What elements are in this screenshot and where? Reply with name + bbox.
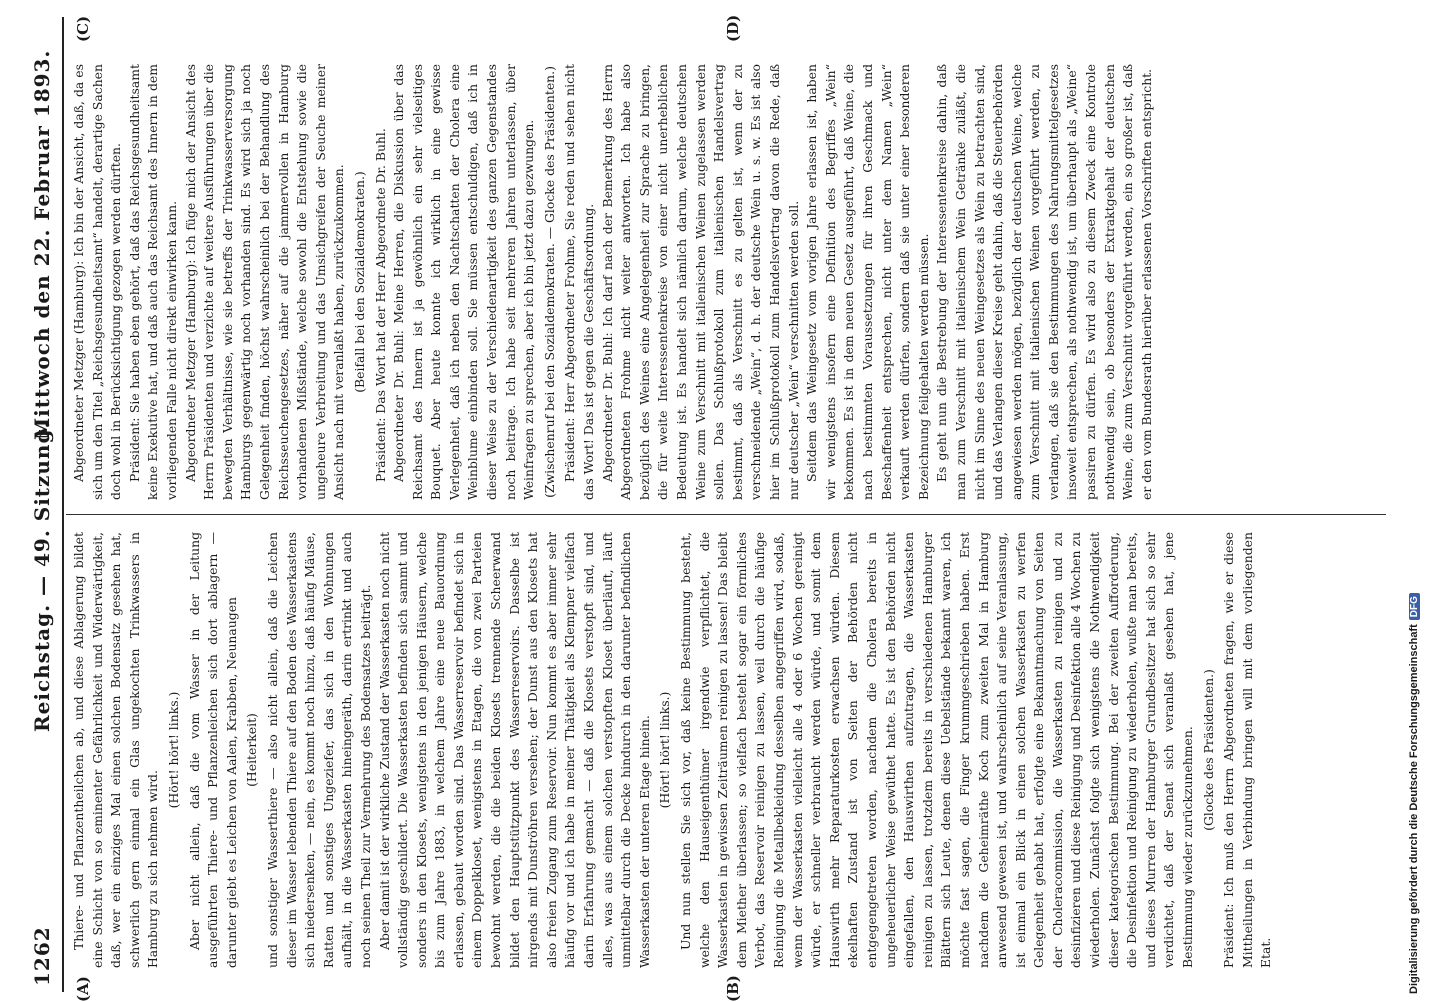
paragraph: Aber damit ist der wirkliche Zustand der Wasserkasten noch nicht vollständig geschildert. Die Wasserkasten befinden sich sammt und sonders in den Klosets, wenigstens in den jenigen Häusern, welche bis zum Jahre 1883, in welchem Jahre eine neue Bauordnung erlassen, gebaut worden sind. Das Wasserreservoir befindet sich in einem Doppelkloset, wenigstens in Etagen, die von zwei Parteien bewohnt werden, die die beiden Klosets trennende Scheerwand bildet den Hauptstützpunkt des Wasserreservoirs. Dasselbe ist nirgends mit Dunströhren versehen; der Dunst aus den Klosets hat also freien Zugang zum Reservoir. Nun kommt es aber immer sehr häufig vor und ich habe in meiner Thätigkeit als Klempner vielfach darin Erfahrung gemacht — daß die Klosets verstopft sind, und alles, was aus einem solchen verstopften Kloset überläuft, läuft unmittelbar durch die Decke hindurch in den darunter befindlichen Wasserkasten der unteren Etage hinein.: [376, 532, 652, 968]
right-text-column: [70, 64, 1370, 500]
page-header: [30, 10, 64, 1000]
stage-direction: (Zwischenruf bei den Sozialdemokraten. — Glocke des Präsidenten.): [541, 66, 557, 498]
session-date: Mittwoch den 22. Februar 1893.: [30, 49, 54, 440]
paragraph: Abgeordneter Metzger (Hamburg): Ich bin der Ansicht, daß, da es sich um den Titel „Reichsgesundheitsamt“ handelt, derartige Sachen doch wohl in Berücksichtigung gezogen werden dürften.: [71, 64, 124, 500]
paragraph: Präsident: Ich muß den Herrn Abgeordneten fragen, wie er diese Mittheilungen in Verbindung bringen will mit dem vorliegenden Etat.: [1221, 532, 1274, 968]
footer-text: Digitalisierung gefördert durch die Deutsche Forschungsgemeinschaft: [1408, 624, 1420, 994]
page-number: 1262: [30, 926, 54, 986]
paragraph: Präsident: Sie haben eben gehört, daß das Reichsgesundheitsamt keine Exekutive hat, und daß auch das Reichsamt des Innern in dem vorliegenden Falle nicht direkt einwirken kann.: [126, 64, 179, 500]
paragraph: Präsident: Das Wort hat der Herr Abgeordnete Dr. Buhl.: [372, 128, 388, 482]
paragraph: Abgeordneter Metzger (Hamburg): Ich füge mich der Ansicht des Herrn Präsidenten und verzichte auf weitere Ausführungen über die bewegten Verhältnisse, wie sie betreffs der Trinkwasserversorgung Hamburgs gegenwärtig noch vorhanden sind. Es wird sich ja noch Gelegenheit finden, höchst wahrscheinlich bei der Behandlung des Reichsseuchengesetzes, näher auf die jammervollen in Hamburg vorhandenen Mißstände, welche sowohl die Entstehung sowie die ungeheure Verbreitung und das Umsichgreifen der Seuche meiner Ansicht nach mit veranlaßt haben, zurückzukommen.: [182, 64, 347, 500]
paragraph: Aber nicht allein, daß die vom Wasser in der Leitung ausgeführten Thiere- und Pflanzenleichen sich dort ablagern — darunter giebt es Leichen von Aalen, Krabben, Neunaugen: [186, 532, 239, 968]
stage-direction: (Hört! hört! links.): [657, 691, 673, 809]
paragraph: Und nun stellen Sie sich vor, daß keine Bestimmung besteht, welche den Hauseigenthümer irgendwie verpflichtet, die Wasserkasten in gewissen Zeiträumen reinigen zu lassen! Das bleibt dem Miether überlassen; so vielfach besteht sogar ein förmliches Verbot, das Reservoir reinigen zu lassen, weil durch die häufige Reinigung die Metallbekleidung desselben angegriffen wird, sodaß, wenn der Wasserkasten vielleicht alle 4 oder 6 Wochen gereinigt würde, er schneller verbraucht werden würde, und somit dem Hauswirth mehr Reparaturkosten erwachsen würden. Diesem ekelhaften Zustand ist von Seiten der Behörden nicht entgegengetreten worden, nachdem die Cholera bereits in ungeheuerlicher Weise gewüthet hatte. Es ist den Behörden nicht eingefallen, den Hauswirthen aufzutragen, die Wasserkasten reinigen zu lassen, trotzdem bereits in verschiedenen Hamburger Blättern sich Leute, denen diese Uebelstände bekannt waren, ich möchte fast sagen, die Finger krummgeschrieben haben. Erst nachdem die Geheimräthe Koch zum zweiten Mal in Hamburg anwesend gewesen ist, und wahrscheinlich auf seine Veranlassung, ist einmal ein Blick in einen solchen Wasserkasten zu werfen Gelegenheit gehabt hat, erfolgte eine Bekanntmachung von Seiten der Choleracommission, die Wasserkasten zu reinigen und zu desinfizieren und diese Reinigung und Desinfektion alle 4 Wochen zu wiederholen. Zunächst folgte sich wenigstens die Nothwendigkeit dieser kategorischen Bestimmung. Bei der zweiten Aufforderung, die Desinfektion und Reinigung zu wiederholen, wußte man bereits, und dieses Murren der Hamburger Grundbesitzer hat sich so sehr verdichtet, daß der Senat sich veranlaßt gesehen hat, jene Bestimmung wieder zurückzunehmen.: [678, 532, 1196, 968]
paragraph: Abgeordneter Dr. Buhl: Ich darf nach der Bemerkung des Herrn Abgeordneten Frohme nicht weiter antworten. Ich habe also bezüglich des Weines eine Angelegenheit zur Sprache zu bringen, die für weite Interessentenkreise von einer nicht unerheblichen Bedeutung ist. Es handelt sich nämlich darum, welche deutschen Weine zum Verschnitt mit italienischen Weinen zugelassen werden sollen. Das Schlußprotokoll zum italienischen Handelsvertrag bestimmt, daß als Verschnitt es zu gelten ist, wenn der zu verschneidende „Wein“, d. h. der deutsche Wein u. s. w. Es ist also hier im Schlußprotokoll zum Handelsvertrag davon die Rede, daß nur deutscher „Wein“ verschnitten werden soll.: [599, 64, 801, 500]
stage-direction: (Glocke des Präsidenten.): [1200, 669, 1216, 831]
stage-direction: (Hört! hört! links.): [165, 691, 181, 809]
margin-marker-c: (C): [74, 15, 92, 42]
dfg-badge: DFG: [1409, 593, 1420, 620]
paragraph: Präsident: Herr Abgeordneter Frohme, Sie reden und sehen nicht das Wort! Das ist gegen die Geschäftsordnung.: [562, 64, 597, 500]
header-rule: [62, 17, 64, 992]
paragraph: Thiere- und Pflanzentheilchen ab, und diese Ablagerung bildet eine Schicht von so eminenter Gefährlichkeit und Widerwärtigkeit, daß, wer ein einziges Mal einen solchen Bodensatz gesehen hat, schwerlich gern einmal ein Glas ungekochten Trinkwassers in Hamburg zu sich nehmen wird.: [71, 532, 161, 968]
stage-direction: (Heiterkeit): [244, 713, 260, 787]
margin-marker-a: (A): [74, 976, 92, 1002]
paragraph: Es geht nun die Bestrebung der Interessentenkreise dahin, daß man zum Verschnitt mit italienischem Wein Getränke zuläßt, die nicht im Sinne des neuen Weingesetzes als Wein zu betrachten sind, und das Verlangen dieser Kreise geht dahin, daß die Steuerbehörden angewiesen werden mögen, bezüglich der deutschen Weine, welche zum Verschnitt mit italienischen Weinen vorgeführt werden, zu verlangen, daß sie den Bestimmungen des Nahrungsmittelgesetzes insoweit entsprechen, als nothwendig ist, um überhaupt als „Weine“ passiren zu dürfen. Es wird also zu diesem Zweck eine Kontrole nothwendig sein, ob besonders der Extraktgehalt der deutschen Weine, die zum Verschnitt vorgeführt werden, ein so großer ist, daß er den vom Bundesrath hierüber erlassenen Vorschriften entspricht.: [934, 64, 1154, 500]
margin-marker-d: (D): [724, 14, 742, 42]
stage-direction: (Beifall bei den Sozialdemokraten.): [351, 171, 367, 393]
left-text-column: [70, 532, 1370, 968]
paragraph: Seitdem das Weingesetz vom vorigen Jahre erlassen ist, haben wir wenigstens insofern eine Definition des Begriffes „Wein“ bekommen. Es ist in dem neuen Gesetz ausgeführt, daß Weine, die nach bestimmten Voraussetzungen für ihren Geschmack und Beschaffenheit entsprechen, nicht unter dem Namen „Wein“ verkauft werden dürfen, sondern daß sie unter einer besonderen Bezeichnung feilgehalten werden müssen.: [804, 64, 931, 500]
paragraph: und sonstiger Wasserthiere — also nicht allein, daß die Leichen dieser im Wasser lebenden Thiere auf den Boden des Wasserkastens sich niedersenken, — nein, es kommt noch hinzu, daß häufig Mäuse, Ratten und sonstiges Ungeziefer, das sich in den Wohnungen aufhält, in die Wasserkasten hineingeräth, darin ertrinkt und auch noch seinen Theil zur Vermehrung des Bodensatzes beiträgt.: [264, 532, 373, 968]
session-title: Reichstag. — 49. Sitzung.: [30, 420, 54, 732]
margin-marker-b: (B): [724, 975, 742, 1002]
column-divider: [66, 514, 1386, 515]
dfg-footer: [1408, 8, 1420, 994]
paragraph: Abgeordneter Dr. Buhl: Meine Herren, die Diskussion über das Reichsamt des Innern ist ja gewöhnlich ein sehr vielseitiges Bouquet. Aber heute konnte ich wirklich in eine gewisse Verlegenheit, daß ich neben den Nachtschatten der Cholera eine Weinblume einbinden soll. Sie müssen entschuldigen, daß ich in dieser Weise zu der Verschiedenartigkeit des ganzen Gegenstandes noch beitrage. Ich habe seit mehreren Jahren unterlassen, über Weinfragen zu sprechen, aber ich bin jetzt dazu gezwungen.: [391, 64, 537, 500]
